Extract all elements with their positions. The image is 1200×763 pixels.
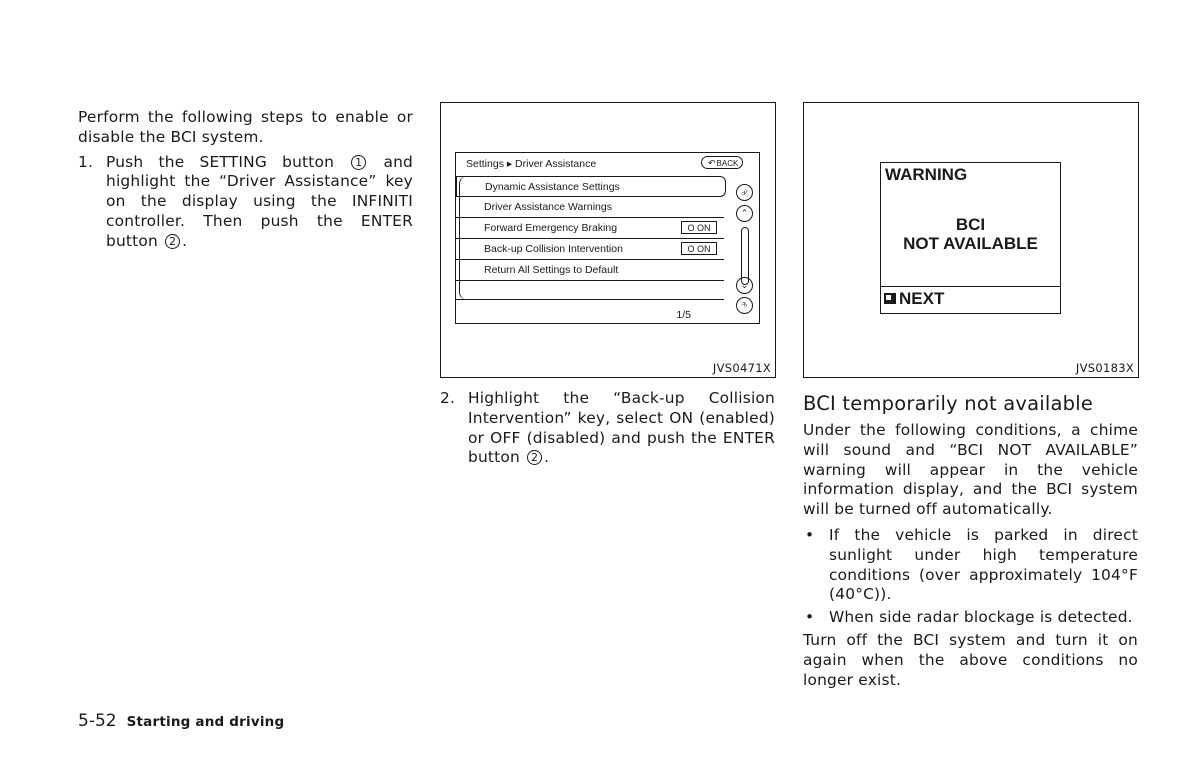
figure-code: JVS0183X — [1075, 361, 1134, 375]
toggle-indicator: O ON — [681, 221, 717, 234]
menu-item — [456, 197, 724, 218]
page-number: 5-52 — [78, 711, 117, 731]
middle-column — [440, 389, 775, 468]
page-footer — [78, 711, 284, 731]
toggle-indicator: O ON — [681, 242, 717, 255]
bullet-dot: • — [805, 608, 815, 627]
intro-paragraph: Perform the following steps to enable or disable the BCI system. — [78, 108, 413, 146]
circled-number-1: 1 — [351, 155, 366, 170]
back-button — [701, 156, 743, 169]
step-2-text-a: Highlight the “Back-up Collision Intervention” key, select ON (enabled) or OFF (disabled) and push the ENTER button — [468, 389, 775, 467]
page-up-icon: ⮵ — [736, 184, 753, 201]
next-label: NEXT — [899, 289, 945, 308]
warning-line-2: NOT AVAILABLE — [903, 234, 1038, 253]
menu-item-label: Driver Assistance Warnings — [484, 201, 612, 213]
menu-item — [456, 176, 726, 197]
figure-code: JVS0471X — [712, 361, 771, 375]
left-column — [78, 108, 413, 252]
right-column — [803, 421, 1138, 690]
warning-message — [881, 215, 1060, 253]
step-1-number: 1. — [78, 152, 94, 171]
section-heading: BCI temporarily not available — [803, 392, 1094, 415]
step-2-number: 2. — [440, 389, 456, 407]
warning-screen — [880, 162, 1061, 314]
back-arrow-icon: ↶ — [708, 158, 716, 168]
figure-settings-screen — [440, 102, 776, 378]
bullet-text: If the vehicle is parked in direct sunlight under high temperature conditions (over approximately 104°F (40°C)). — [829, 525, 1138, 604]
menu-item — [456, 218, 724, 239]
menu-item-empty — [456, 281, 724, 300]
menu-item-label: Return All Settings to Default — [484, 264, 619, 276]
menu-item — [456, 260, 724, 281]
step-1-text-a: Push the SETTING button — [106, 152, 335, 171]
page-down-icon: ⮷ — [736, 297, 753, 314]
paragraph-conditions: Under the following conditions, a chime will sound and “BCI NOT AVAILABLE” warning will appear in the vehicle information display, and the BCI system will be turned off automatically. — [803, 421, 1138, 519]
bullet-item — [803, 526, 1138, 605]
circled-number-2: 2 — [165, 234, 180, 249]
step-2-text-b: . — [544, 448, 550, 467]
circled-number-2: 2 — [527, 450, 542, 465]
step-1-text-c: . — [182, 231, 188, 250]
warning-footer — [881, 286, 1060, 313]
bullet-dot: • — [805, 525, 815, 544]
step-1-text-b: and highlight the “Driver Assistance” key on the display using the INFINITI controller. Then push the ENTER button — [106, 152, 414, 250]
warning-title: WARNING — [885, 165, 968, 184]
paragraph-resolution: Turn off the BCI system and turn it on again when the above conditions no longer exist. — [803, 630, 1138, 689]
step-2 — [440, 389, 775, 468]
figure-warning-display — [803, 102, 1139, 378]
display-screen — [455, 152, 760, 324]
breadcrumb: Settings ▸ Driver Assistance — [466, 158, 597, 170]
page-indicator: 1/5 — [676, 309, 691, 321]
section-title: Starting and driving — [126, 714, 285, 730]
step-1 — [78, 153, 413, 252]
menu-item — [456, 239, 724, 260]
bullet-item — [803, 608, 1138, 628]
list-left-edge — [459, 176, 468, 300]
scroll-up-icon: ⌃ — [736, 205, 753, 222]
warning-line-1: BCI — [955, 215, 986, 234]
menu-item-label: Forward Emergency Braking — [484, 222, 618, 234]
scroll-down-icon: ⌄ — [736, 277, 753, 294]
menu-item-label: Dynamic Assistance Settings — [485, 181, 620, 193]
next-icon — [884, 293, 896, 304]
bullet-text: When side radar blockage is detected. — [829, 608, 1133, 627]
menu-item-label: Back-up Collision Intervention — [484, 243, 623, 255]
back-label: BACK — [716, 159, 739, 168]
